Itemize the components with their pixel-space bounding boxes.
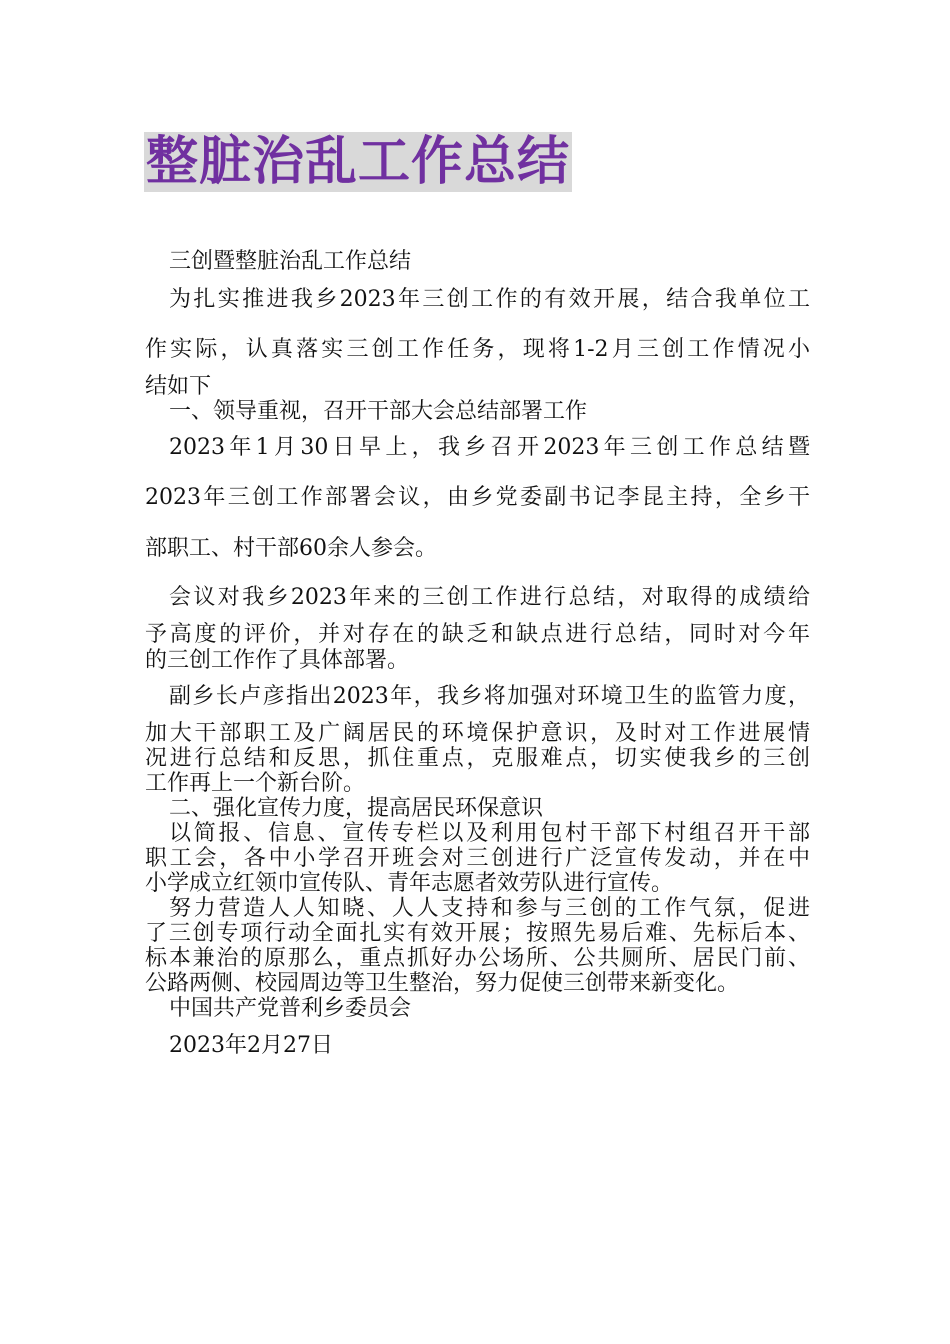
- paragraph-line: 小学成立红领巾宣传队、青年志愿者效劳队进行宣传。: [145, 871, 674, 896]
- paragraph-line: 结如下: [145, 374, 212, 399]
- paragraph-line: 予高度的评价，并对存在的缺乏和缺点进行总结，同时对今年: [145, 622, 810, 647]
- paragraph-line: 的三创工作作了具体部署。: [145, 648, 410, 673]
- document-title: 整脏治乱工作总结: [146, 132, 571, 192]
- paragraph-line: 以简报、信息、宣传专栏以及利用包村干部下村组召开干部: [169, 821, 810, 846]
- paragraph-line: 职工会，各中小学召开班会对三创进行广泛宣传发动，并在中: [145, 846, 810, 871]
- signature-organization: 中国共产党普利乡委员会: [169, 996, 412, 1021]
- paragraph-line: 加大干部职工及广阔居民的环境保护意识，及时对工作进展情: [145, 721, 810, 746]
- paragraph-line: 作实际，认真落实三创工作任务，现将1-2月三创工作情况小: [145, 337, 810, 362]
- paragraph-line: 努力营造人人知晓、人人支持和参与三创的工作气氛，促进: [169, 896, 810, 921]
- subtitle-line: 三创暨整脏治乱工作总结: [169, 249, 412, 274]
- paragraph-line: 2023年三创工作部署会议，由乡党委副书记李昆主持，全乡干: [145, 485, 810, 510]
- paragraph-line: 为扎实推进我乡2023年三创工作的有效开展，结合我单位工: [169, 287, 810, 312]
- signature-date: 2023年2月27日: [169, 1033, 333, 1058]
- paragraph-line: 标本兼治的原那么，重点抓好办公场所、公共厕所、居民门前、: [145, 946, 810, 971]
- paragraph-line: 工作再上一个新台阶。: [145, 771, 366, 796]
- paragraph-line: 了三创专项行动全面扎实有效开展；按照先易后难、先标后本、: [145, 921, 810, 946]
- paragraph-line: 副乡长卢彦指出2023年，我乡将加强对环境卫生的监管力度，: [169, 684, 810, 709]
- paragraph-line: 2023年1月30日早上，我乡召开2023年三创工作总结暨: [169, 435, 810, 460]
- paragraph-line: 公路两侧、校园周边等卫生整治，努力促使三创带来新变化。: [145, 971, 740, 996]
- section-heading: 二、强化宣传力度，提高居民环保意识: [169, 796, 544, 821]
- section-heading: 一、领导重视，召开干部大会总结部署工作: [169, 399, 588, 424]
- paragraph-line: 部职工、村干部60余人参会。: [145, 536, 437, 561]
- paragraph-line: 会议对我乡2023年来的三创工作进行总结，对取得的成绩给: [169, 585, 810, 610]
- paragraph-line: 况进行总结和反思，抓住重点，克服难点，切实使我乡的三创: [145, 746, 810, 771]
